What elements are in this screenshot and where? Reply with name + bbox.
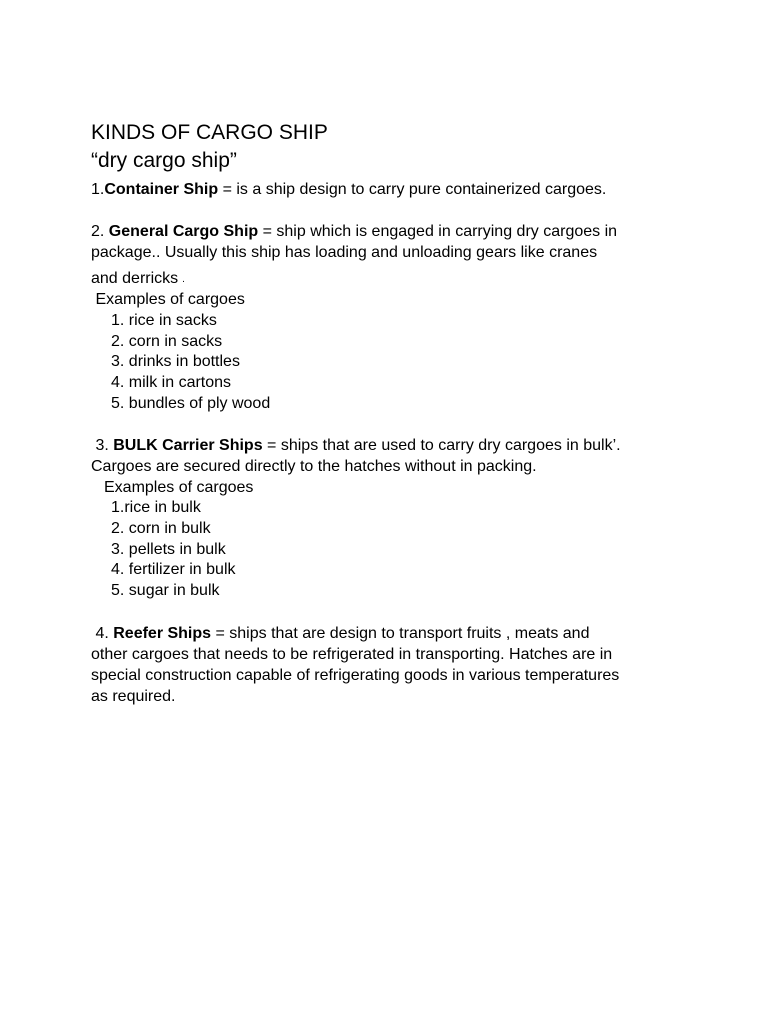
section-1-definition (91, 180, 606, 201)
section-2-example-item: 1. rice in sacks (111, 312, 217, 329)
section-1-term: Container Ship (104, 181, 219, 198)
section-2-definition (91, 222, 617, 243)
section-3-term: BULK Carrier Ships (113, 437, 263, 454)
section-3-line-1: = ships that are used to carry dry cargoes in bulk’. (262, 437, 621, 454)
document-title: KINDS OF CARGO SHIP (91, 121, 328, 144)
section-3-example-item: 1.rice in bulk (111, 499, 201, 516)
section-4-line-4: as required. (91, 688, 176, 705)
section-3-definition (91, 436, 621, 457)
section-4-definition (91, 624, 589, 645)
section-2-line-3-dot: . (182, 274, 185, 285)
section-3-number: 3. (91, 437, 114, 454)
section-1-line-1: = is a ship design to carry pure containerized cargoes. (218, 181, 607, 198)
section-2-example-item: 4. milk in cartons (111, 374, 232, 391)
section-3-example-item: 4. fertilizer in bulk (111, 561, 236, 578)
section-4-line-2: other cargoes that needs to be refrigerated in transporting. Hatches are in (91, 646, 613, 663)
document-subtitle: “dry cargo ship” (91, 149, 237, 172)
section-4-term: Reefer Ships (113, 625, 212, 642)
section-2-term: General Cargo Ship (108, 223, 259, 240)
section-2-line-3-text: and derricks (91, 270, 179, 287)
section-3-example-item: 5. sugar in bulk (111, 582, 220, 599)
section-3-line-2: Cargoes are secured directly to the hatches without in packing. (91, 458, 537, 475)
section-2-example-item: 3. drinks in bottles (111, 353, 240, 370)
section-2-line-1: = ship which is engaged in carrying dry cargoes in (258, 223, 618, 240)
section-2-number: 2. (91, 223, 109, 240)
section-4-number: 4. (91, 625, 114, 642)
section-3-examples-heading: Examples of cargoes (104, 479, 254, 496)
section-3-example-item: 3. pellets in bulk (111, 541, 226, 558)
section-3-example-item: 2. corn in bulk (111, 520, 211, 537)
section-1-number: 1. (91, 181, 105, 198)
section-2-line-2: package.. Usually this ship has loading and unloading gears like cranes (91, 244, 598, 261)
section-2-example-item: 2. corn in sacks (111, 333, 223, 350)
section-2-line-3 (91, 269, 185, 291)
section-4-line-3: special construction capable of refrigerating goods in various temperatures (91, 667, 620, 684)
section-4-line-1: = ships that are design to transport fruits , meats and (211, 625, 590, 642)
section-2-examples-heading: Examples of cargoes (91, 291, 245, 308)
section-2-example-item: 5. bundles of ply wood (111, 395, 271, 412)
